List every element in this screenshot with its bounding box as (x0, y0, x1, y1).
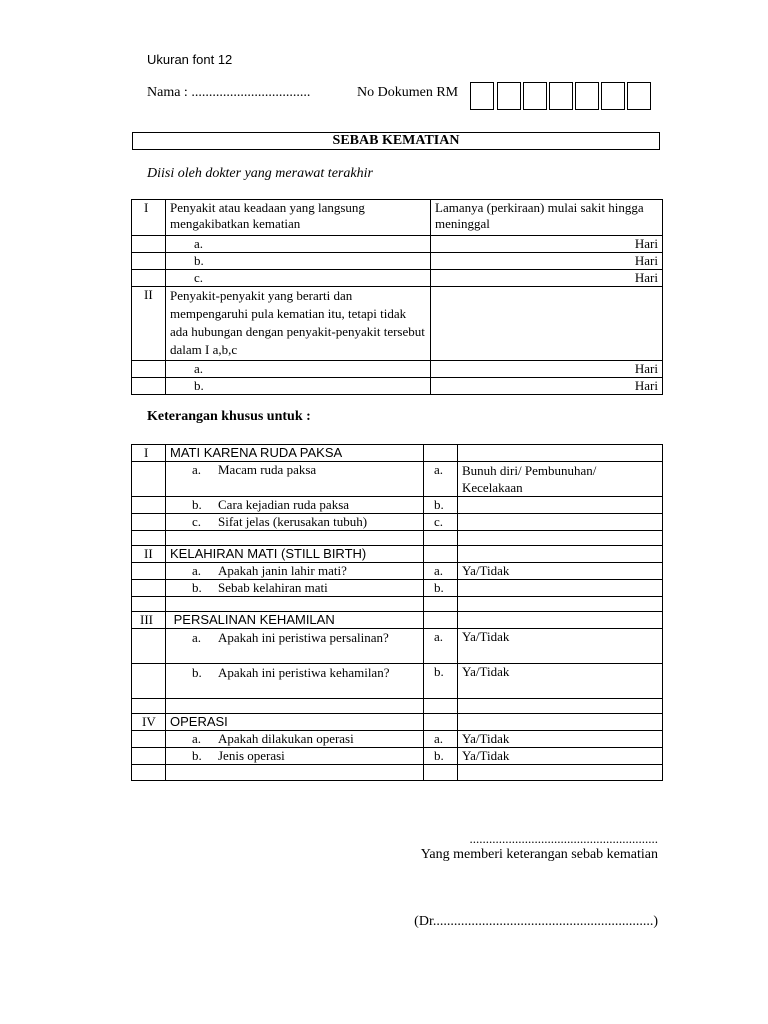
spacer-cell (166, 699, 424, 714)
section-number (132, 748, 166, 765)
table-row (132, 445, 663, 462)
spacer-cell (424, 765, 458, 781)
section-number (132, 629, 166, 664)
question-text: Apakah ini peristiwa kehamilan? (218, 665, 390, 680)
question (166, 462, 424, 497)
section-number (132, 664, 166, 699)
no-dokumen-label: No Dokumen RM (357, 85, 459, 100)
table-row (132, 765, 663, 781)
nama-field-label: Nama : .................................. (147, 85, 311, 100)
subtitle: Diisi oleh dokter yang merawat terakhir (147, 166, 373, 181)
spacer-cell (424, 699, 458, 714)
question-mark: a. (192, 462, 202, 477)
answer-value[interactable]: Ya/Tidak (458, 563, 663, 580)
answer-mark: b. (424, 497, 458, 514)
answer-mark: a. (424, 462, 458, 497)
row-text: Penyakit atau keadaan yang langsung mengakibatkan kematian (166, 200, 431, 236)
row-number: II (132, 287, 166, 361)
question (166, 629, 424, 664)
table-row (132, 270, 663, 287)
digit-box[interactable] (575, 82, 599, 110)
question-mark: b. (192, 748, 202, 763)
question-text: Sebab kelahiran mati (218, 580, 328, 595)
row-number (132, 361, 166, 378)
table-row (132, 462, 663, 497)
answer-value[interactable] (458, 497, 663, 514)
answer-mark: b. (424, 748, 458, 765)
table-row (132, 580, 663, 597)
answer-mark: b. (424, 580, 458, 597)
question-mark: b. (192, 580, 202, 595)
answer-value[interactable]: Ya/Tidak (458, 731, 663, 748)
row-duration-header: Lamanya (perkiraan) mulai sakit hingga meninggal (431, 200, 663, 236)
digit-box[interactable] (627, 82, 651, 110)
spacer-cell (132, 765, 166, 781)
row-text[interactable]: b. (166, 378, 431, 395)
table-row (132, 378, 663, 395)
spacer-cell (166, 531, 424, 546)
question (166, 563, 424, 580)
table-row (132, 514, 663, 531)
section-heading: KELAHIRAN MATI (STILL BIRTH) (166, 546, 424, 563)
question (166, 664, 424, 699)
section-number: IV (132, 714, 166, 731)
question (166, 514, 424, 531)
question-text: Apakah janin lahir mati? (218, 563, 347, 578)
answer-mark (424, 546, 458, 563)
answer-mark (424, 612, 458, 629)
table-row (132, 236, 663, 253)
section-heading: MATI KARENA RUDA PAKSA (166, 445, 424, 462)
section-number (132, 580, 166, 597)
answer-mark (424, 714, 458, 731)
answer-mark: a. (424, 629, 458, 664)
row-number (132, 378, 166, 395)
table-row (132, 200, 663, 236)
question-mark: a. (192, 630, 202, 645)
question-text: Jenis operasi (218, 748, 285, 763)
signature-line[interactable]: .......................................................... (469, 831, 658, 846)
row-duration (431, 287, 663, 361)
row-text: Penyakit-penyakit yang berarti dan mempengaruhi pula kematian itu, tetapi tidak ada hubungan dengan penyakit-penyakit tersebut dalam I a,b,c (166, 287, 431, 361)
answer-value[interactable] (458, 580, 663, 597)
spacer-cell (458, 699, 663, 714)
table-row (132, 731, 663, 748)
table-row (132, 361, 663, 378)
section-heading: OPERASI (166, 714, 424, 731)
spacer-cell (166, 765, 424, 781)
answer-value[interactable] (458, 612, 663, 629)
table-row (132, 546, 663, 563)
row-duration[interactable]: Hari (431, 378, 663, 395)
section-number (132, 514, 166, 531)
spacer-cell (132, 699, 166, 714)
question-mark: b. (192, 497, 202, 512)
section-number (132, 563, 166, 580)
section-number: I (132, 445, 166, 462)
row-duration[interactable]: Hari (431, 361, 663, 378)
digit-box[interactable] (497, 82, 521, 110)
question-text: Apakah ini peristiwa persalinan? (218, 630, 389, 645)
answer-mark: b. (424, 664, 458, 699)
answer-value[interactable] (458, 514, 663, 531)
digit-box[interactable] (601, 82, 625, 110)
table-row (132, 664, 663, 699)
table-row (132, 714, 663, 731)
table-row (132, 629, 663, 664)
question-mark: a. (192, 731, 202, 746)
table-row (132, 563, 663, 580)
answer-mark (424, 445, 458, 462)
section-heading: PERSALINAN KEHAMILAN (166, 612, 424, 629)
answer-mark: a. (424, 563, 458, 580)
row-text[interactable]: a. (166, 361, 431, 378)
row-number: I (132, 200, 166, 236)
section-number (132, 462, 166, 497)
question-text: Macam ruda paksa (218, 462, 317, 477)
spacer-cell (458, 531, 663, 546)
answer-value[interactable] (458, 714, 663, 731)
spacer-cell (458, 765, 663, 781)
table-row (132, 287, 663, 361)
section-number (132, 497, 166, 514)
row-number (132, 253, 166, 270)
table-row (132, 699, 663, 714)
spacer-cell (458, 597, 663, 612)
row-number (132, 236, 166, 253)
signature-label: Yang memberi keterangan sebab kematian (420, 847, 658, 862)
answer-value[interactable]: Bunuh diri/ Pembunuhan/ Kecelakaan (458, 462, 663, 497)
spacer-cell (166, 597, 424, 612)
digit-box[interactable] (470, 82, 494, 110)
question-mark: b. (192, 665, 202, 680)
digit-box[interactable] (523, 82, 547, 110)
answer-value[interactable] (458, 445, 663, 462)
section-number: III (132, 612, 166, 629)
section-number: II (132, 546, 166, 563)
answer-value[interactable]: Ya/Tidak (458, 629, 663, 664)
table-row (132, 253, 663, 270)
doctor-name-field[interactable]: (Dr...............................................................) (414, 914, 658, 929)
spacer-cell (424, 531, 458, 546)
font-size-note: Ukuran font 12 (147, 52, 233, 67)
question-text: Sifat jelas (kerusakan tubuh) (218, 514, 368, 529)
answer-value[interactable]: Ya/Tidak (458, 664, 663, 699)
table-row (132, 748, 663, 765)
row-text[interactable]: a. (166, 236, 431, 253)
row-text[interactable]: c. (166, 270, 431, 287)
question-text: Cara kejadian ruda paksa (218, 497, 350, 512)
question-mark: a. (192, 563, 202, 578)
spacer-cell (132, 597, 166, 612)
answer-mark: a. (424, 731, 458, 748)
row-duration[interactable]: Hari (431, 236, 663, 253)
question-text: Apakah dilakukan operasi (218, 731, 354, 746)
special-notes-label: Keterangan khusus untuk : (147, 409, 311, 424)
question (166, 580, 424, 597)
section-number (132, 731, 166, 748)
row-text[interactable]: b. (166, 253, 431, 270)
row-number (132, 270, 166, 287)
question (166, 497, 424, 514)
table-row (132, 497, 663, 514)
digit-box[interactable] (549, 82, 573, 110)
section-title: SEBAB KEMATIAN (132, 132, 660, 150)
special-notes-table (131, 444, 663, 781)
cause-of-death-table (131, 199, 663, 395)
question-mark: c. (192, 514, 202, 529)
row-duration[interactable]: Hari (431, 253, 663, 270)
table-row (132, 612, 663, 629)
answer-value[interactable]: Ya/Tidak (458, 748, 663, 765)
spacer-cell (132, 531, 166, 546)
question (166, 748, 424, 765)
table-row (132, 597, 663, 612)
answer-mark: c. (424, 514, 458, 531)
row-duration[interactable]: Hari (431, 270, 663, 287)
answer-value[interactable] (458, 546, 663, 563)
spacer-cell (424, 597, 458, 612)
question (166, 731, 424, 748)
table-row (132, 531, 663, 546)
